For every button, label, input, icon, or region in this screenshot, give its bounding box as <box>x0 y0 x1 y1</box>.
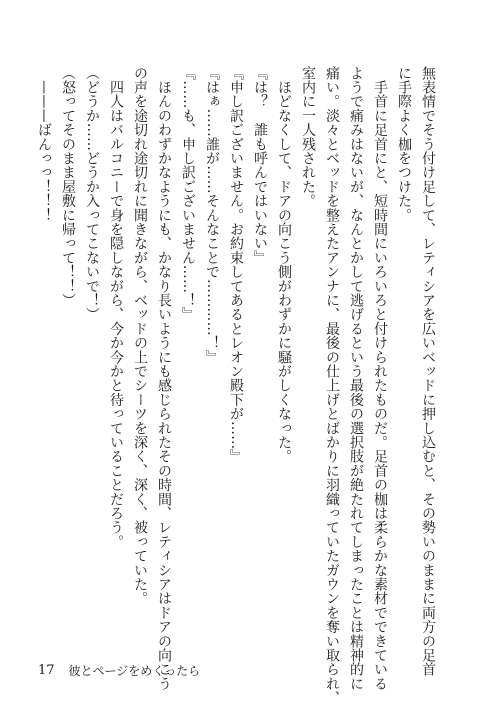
text-line: 無表情でそう付け足して、レティシアを広いベッドに押し込むと、その勢いのままに両方の足首 <box>420 66 436 677</box>
running-title: 彼とページをめくったら <box>68 663 201 678</box>
text-line: （怒ってそのまま屋敷に帰って！！） <box>60 66 76 308</box>
text-line: （どうか……どうか入ってこないで！） <box>84 66 100 322</box>
text-line: 『申し訳ございません。お約束してあるとレオン殿下が……』 <box>228 66 244 464</box>
text-line: の声を途切れ途切れに聞きながら、ベッドの上でシーツを深く、深く、被っていた。 <box>132 66 148 606</box>
text-line: 『はぁ……誰が……そんなことで…………！』 <box>204 66 220 365</box>
text-line: 痛い。淡々とベッドを整えたアンナに、最後の仕上げとばかりに羽織っていたガウンを奪い取られ、 <box>324 66 340 705</box>
text-line: に手際よく枷をつけた。 <box>396 66 412 223</box>
text-line: 手首に足首にと、短時間にいろいろと付けられたものだ。足首の枷は柔らかな素材でできている <box>372 66 388 691</box>
page-footer <box>38 661 200 679</box>
text-line: 四人はバルコニーで身を隠しながら、今か今かと待っていることだろう。 <box>108 66 124 549</box>
page-number: 17 <box>38 662 55 678</box>
text-line: 『……も、申し訳ございません……！』 <box>180 66 196 322</box>
text-line: ほどなくして、ドアの向こう側がわずかに騒がしくなった。 <box>276 66 292 464</box>
text-line: ほんのわずかなようにも、かなり長いようにも感じられたその時間、レティシアはドアの向こう <box>156 66 172 691</box>
text-line: 室内に一人残された。 <box>300 66 316 208</box>
text-line: 『は？ 誰も呼んではいない』 <box>252 66 268 265</box>
text-line: ようで痛みはないが、なんとかして逃げるという最後の選択肢が絶たれてしまったことは精神的に <box>348 66 364 691</box>
text-line: ———ばんっっ！！！ <box>36 66 52 223</box>
